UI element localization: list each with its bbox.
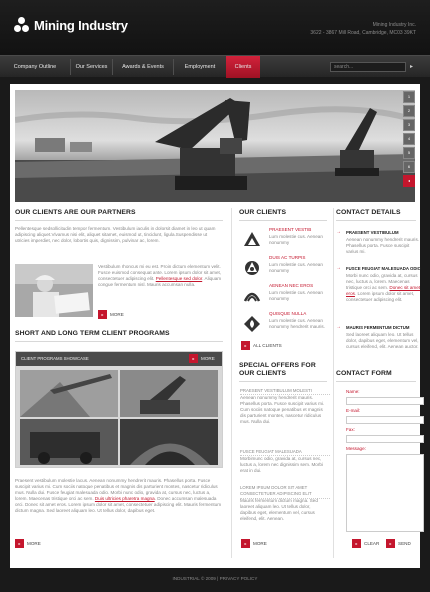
clients-partners-heading: OUR CLIENTS ARE OUR PARTNERS bbox=[15, 209, 136, 216]
message-label: Message: bbox=[346, 446, 366, 451]
send-button[interactable]: ▸ SEND bbox=[386, 539, 411, 548]
client-logo-icon bbox=[243, 315, 261, 333]
client-logo-icon bbox=[243, 259, 261, 277]
logo[interactable] bbox=[14, 17, 128, 33]
nav-item-awards-events[interactable]: Awards & Events bbox=[122, 64, 164, 70]
contact-item-title: MAURIS FERMENTUM DICTUM bbox=[346, 325, 410, 330]
programs-more-button[interactable]: ▸ MORE bbox=[15, 539, 41, 548]
main-nav bbox=[0, 55, 430, 77]
arrow-right-icon: ▸ bbox=[352, 539, 361, 548]
slider-prev-button[interactable]: ◂ bbox=[403, 175, 415, 187]
client-name: DUIS AC TURPIS bbox=[269, 255, 306, 260]
arrow-right-icon: ▸ bbox=[241, 341, 250, 350]
heading-rule bbox=[239, 381, 327, 382]
heading-rule bbox=[15, 341, 223, 342]
content-panel bbox=[10, 84, 420, 568]
client-text: Lum molestie cus. Aenean nonummy hendrerit mauris. bbox=[269, 318, 325, 329]
arrow-right-icon: ▸ bbox=[189, 354, 198, 363]
site-title: Mining Industry bbox=[34, 17, 128, 33]
client-name: QUISQUE NULLA bbox=[269, 311, 307, 316]
client-logo-icon bbox=[243, 287, 261, 305]
slider-thumb[interactable]: 3 bbox=[403, 119, 415, 131]
nav-item-employment[interactable]: Employment bbox=[184, 64, 216, 70]
fax-label: Fax: bbox=[346, 427, 355, 432]
arrow-right-icon: ▸ bbox=[98, 310, 107, 319]
offer-text: Morbimunc odio, gravida at, cursus nec, luctus a, lorem nec dignissim sem. Morbi erat in dui. bbox=[240, 456, 323, 474]
company-address: 3622 - 3867 Mill Road, Cambridge, MC03 39KT bbox=[310, 30, 416, 36]
offers-more-button[interactable]: ▸ MORE bbox=[241, 539, 267, 548]
fax-field[interactable] bbox=[346, 435, 424, 443]
offer-title[interactable]: PRAESENT VESTIBULUM MOLESTI bbox=[240, 388, 330, 395]
client-name: PRAESENT VESTIB bbox=[269, 227, 312, 232]
offer-title[interactable]: FUSCE FEUGIAT MALESUADA bbox=[240, 449, 330, 456]
email-label: E-mail: bbox=[346, 408, 361, 413]
engineer-photo-image bbox=[15, 264, 93, 317]
client-text: Lum molestie cus. Aenean nonummy bbox=[269, 234, 323, 245]
contact-item-title: PRAESENT VESTIBULUM bbox=[346, 230, 399, 235]
client-name: AENEAN NEC EROS bbox=[269, 283, 314, 288]
slider-thumb[interactable]: 1 bbox=[403, 91, 415, 103]
nav-item-our-services[interactable]: Our Services bbox=[75, 64, 108, 70]
name-label: Name: bbox=[346, 389, 360, 394]
client-item[interactable] bbox=[241, 311, 327, 343]
contact-form-heading: CONTACT FORM bbox=[336, 370, 392, 377]
slider-thumb[interactable]: 6 bbox=[403, 161, 415, 173]
contact-details-heading: CONTACT DETAILS bbox=[336, 209, 401, 216]
company-info bbox=[310, 21, 416, 37]
heading-rule bbox=[239, 220, 327, 221]
slider-thumb[interactable]: 5 bbox=[403, 147, 415, 159]
message-field[interactable] bbox=[346, 454, 424, 532]
arrow-icon: → bbox=[336, 265, 341, 271]
client-logo-icon bbox=[243, 231, 261, 249]
column-divider bbox=[333, 208, 334, 558]
search-input[interactable]: search... bbox=[330, 62, 406, 72]
showcase-label: CLIENT PROGRAMS SHOWCASE bbox=[21, 356, 89, 361]
name-field[interactable] bbox=[346, 397, 424, 405]
contact-item-text: Sed laoreet aliquam leo. Ut tellus dolor, dapibus eget, elementum vel, cursus eleifend, elit. Aenean auctor. bbox=[346, 332, 419, 350]
client-text: Lum molestie cus. Aenean nonummy bbox=[269, 262, 323, 273]
offer-title[interactable]: LOREM IPSUM DOLOR SIT AMET CONSECTETUER ADIPISCING ELIT bbox=[240, 485, 330, 499]
showcase-gallery-image bbox=[20, 370, 218, 465]
footer-text[interactable]: INDUSTRIAL © 2009 | PRIVACY POLICY bbox=[172, 576, 258, 581]
email-field[interactable] bbox=[346, 416, 424, 424]
company-name: Mining Industry Inc. bbox=[372, 22, 416, 28]
showcase-more-button[interactable]: ▸ MORE bbox=[189, 354, 215, 363]
programs-showcase bbox=[15, 351, 223, 468]
arrow-icon: → bbox=[336, 324, 341, 330]
our-clients-heading: OUR CLIENTS bbox=[239, 209, 287, 216]
arrow-icon: → bbox=[336, 229, 341, 235]
heading-rule bbox=[336, 220, 416, 221]
slider-pager bbox=[403, 91, 415, 189]
special-offers-heading: SPECIAL OFFERS FOR OUR CLIENTS bbox=[239, 362, 316, 377]
excavator-scene-image bbox=[15, 90, 415, 202]
logo-icon bbox=[14, 17, 30, 33]
contact-item-title: FUSCE FEUGIAT MALESUADA ODIO bbox=[346, 266, 421, 271]
client-text: Lum molestie cus. Aenean nonummy bbox=[269, 290, 323, 301]
arrow-right-icon: ▸ bbox=[241, 539, 250, 548]
site-footer bbox=[0, 570, 430, 592]
contact-item-text: Morbi nunc odio, gravida at, cursus nec, luctus a, lorem. Maecenas tristique orci ac sem. Donec sit amet eros. Lorem ipsum dolor sit amet, consectetuer adipiscing elit. bbox=[346, 273, 421, 303]
slider-thumb[interactable]: 2 bbox=[403, 105, 415, 117]
heading-rule bbox=[336, 381, 416, 382]
all-clients-button[interactable]: ▸ ALL CLIENTS bbox=[241, 341, 282, 350]
clear-button[interactable]: ▸ CLEAR bbox=[352, 539, 379, 548]
heading-rule bbox=[15, 220, 223, 221]
offer-text: Mauris fermentum dictum magna. Sed laoreet aliquam leo. Ut tellus dolor, dapibus eget, elementum vel, cursus eleifend, elit. Aenean. bbox=[240, 498, 318, 522]
arrow-right-icon: ▸ bbox=[15, 539, 24, 548]
site-header bbox=[0, 0, 430, 55]
nav-item-clients[interactable]: Clients bbox=[226, 56, 260, 78]
contact-item-text: Aenean nonummy hendrerit mauris. Phasellus porta. Fusce suscipit varius mi. bbox=[346, 237, 420, 255]
duis-ultricies-link[interactable]: Duis ultricies pharetra magna bbox=[94, 496, 155, 502]
nav-item-company-outline[interactable]: Company Outline bbox=[13, 64, 57, 70]
programs-text: Praesent vestibulum molestie lacus. Aenean nonummy hendrerit mauris. Phasellus porta. Fusce suscipit varius mi. Cum sociis natoque penatibus et magnis dis parturient montes, nascetur ridiculus mus. Nulla dui. Fusce feugiat malesuada odio. Morbi nunc odio, gravida at, cursus nec, luctus a, lorem. Maecenas tristique orci ac sem. Duis ultricies pharetra magna. Donec accumsan malesuada orci. Donec sit amet eros. Lorem ipsum dolor sit amet, consectetuer adipiscing elit. Mauris fermentum dictum magna. Sed laoreet aliquam leo. Ut tellus dolor, dapibus eget. bbox=[15, 478, 222, 514]
hero-slider-image bbox=[15, 90, 415, 202]
search-go-icon[interactable]: ▸ bbox=[410, 64, 414, 70]
column-divider bbox=[231, 208, 232, 558]
clients-more-button[interactable]: ▸ MORE bbox=[98, 310, 124, 319]
programs-heading: SHORT AND LONG TERM CLIENT PROGRAMS bbox=[15, 330, 170, 337]
donec-link[interactable]: Donec sit amet eros bbox=[346, 285, 421, 297]
offer-text: Aenean nonummy hendrerit mauris. Phasellus porta. Fusce suscipit varius mi. Cum sociis natoque penatibus et magnis dis parturient montes, nascetur ridiculus mus. Nulla dui. bbox=[240, 395, 325, 425]
pellentesque-link[interactable]: Pellentesque sed dolor bbox=[155, 276, 203, 282]
partners-detail-text: Vestibulum rhoncus mi eu est. Proin dictum elementum velit. Fusce euismod consequat ante. Lorem ipsum dolor sit amet, consectetuer adipiscing elit. Pellentesque sed dolor. Aliquam congue fermentum nisl. Mauris accumsan nulla. bbox=[98, 264, 222, 288]
arrow-right-icon: ▸ bbox=[386, 539, 395, 548]
slider-thumb[interactable]: 4 bbox=[403, 133, 415, 145]
clients-partners-text: Pellentesque sedsollicitudin tempor fermentum. Vestibulum iaculis in dolorsit diamet in leo ut quam adipiscing aliquet.Vivamus nisi elit, aliquet sitamet, euismod ut, tincidunt, ligula.Suspendisse ut utricies imperdiet, nec dolor, lobortis quis, dignissim, pulvinar ac, lorem. bbox=[15, 226, 216, 244]
